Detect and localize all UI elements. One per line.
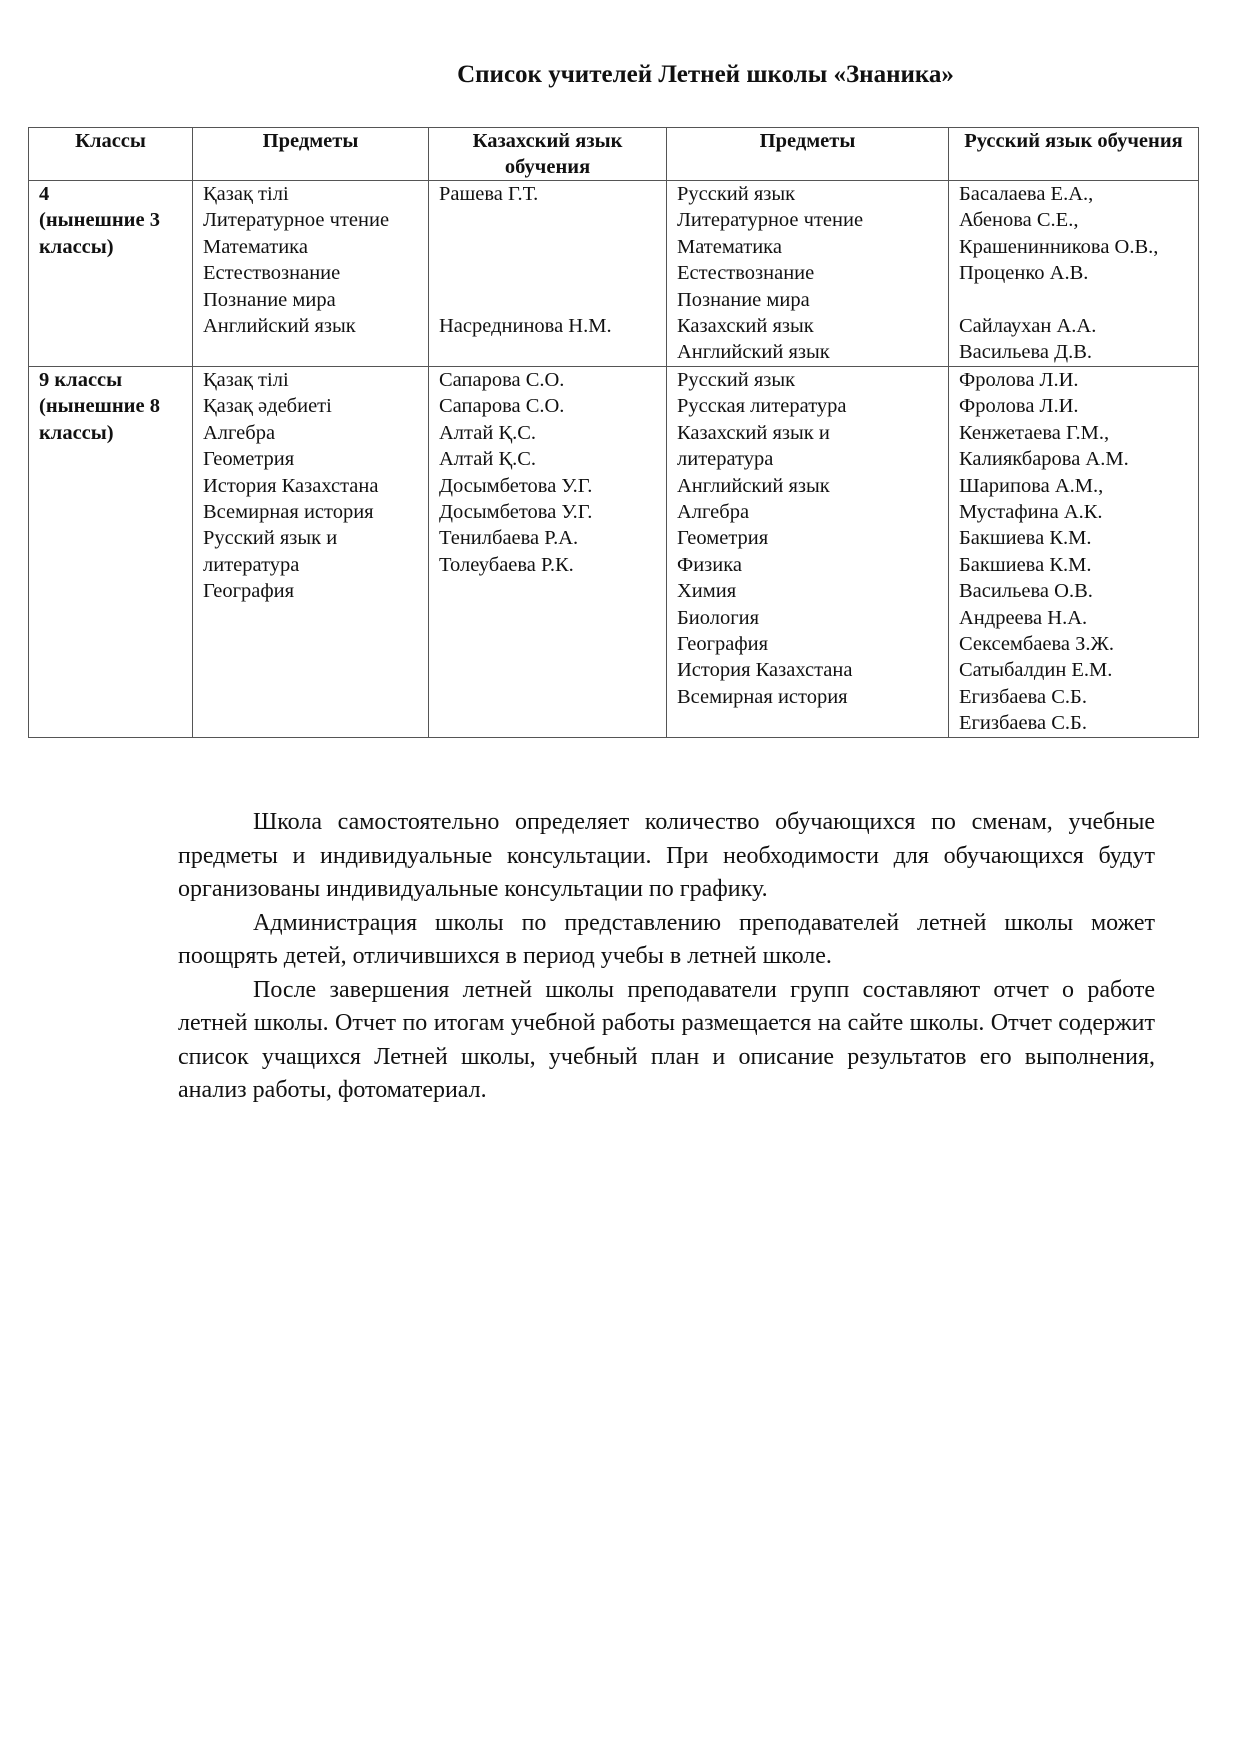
- cell-line: [439, 287, 656, 313]
- cell-line: Андреева Н.А.: [959, 606, 1088, 629]
- kz-teachers-cell: [429, 181, 667, 367]
- cell-line: Фролова Л.И.: [959, 369, 1079, 391]
- cell-line: Сайлаухан А.А.: [959, 315, 1097, 338]
- cell-line: Математика: [203, 235, 308, 258]
- cell-line: Досымбетова У.Г.: [439, 501, 593, 524]
- cell-line: [439, 234, 656, 260]
- cell-line: Басалаева Е.А.,: [959, 183, 1094, 205]
- header-russian-instruction: Русский язык обучения: [949, 128, 1199, 181]
- paragraph-report: После завершения летней школы преподаватели групп составляют отчет о работе летней школы. Отчет по итогам учебной работы размещается на сайте школы. Отчет содержит список учащихся Летней школы, учебный план и описание результатов его выполнения, анализ работы, фотоматериал.: [178, 976, 1155, 1103]
- cell-line: Английский язык: [677, 474, 830, 497]
- table-row: [29, 181, 1199, 367]
- cell-line: Калиякбарова А.М.: [959, 448, 1129, 471]
- cell-line: Английский язык: [203, 315, 356, 338]
- cell-line: Проценко А.В.: [959, 262, 1089, 285]
- cell-line: Казахский язык: [677, 315, 814, 338]
- cell-line: Васильева О.В.: [959, 580, 1093, 603]
- cell-line: [439, 260, 656, 286]
- body-text: [178, 806, 1155, 1108]
- cell-line: Егизбаева С.Б.: [959, 712, 1087, 735]
- cell-line: Русская литература: [677, 395, 847, 418]
- cell-line: Шарипова А.М.,: [959, 474, 1104, 497]
- cell-line: География: [677, 633, 769, 656]
- cell-line: Литературное чтение: [677, 209, 864, 232]
- cell-line: Алтай Қ.С.: [439, 448, 537, 471]
- cell-line: Геометрия: [677, 527, 769, 550]
- cell-line: Математика: [677, 235, 782, 258]
- cell-line: Алгебра: [677, 501, 750, 524]
- cell-line: Қазақ тілі: [203, 183, 289, 205]
- cell-line: (нынешние 8: [39, 395, 160, 418]
- cell-line: [959, 287, 1188, 313]
- cell-line: Қазақ әдебиеті: [203, 395, 332, 418]
- cell-line: 4: [39, 183, 50, 205]
- cell-line: География: [203, 580, 295, 603]
- cell-line: Егизбаева С.Б.: [959, 685, 1087, 708]
- kz-subjects-cell: [193, 367, 429, 738]
- cell-line: Биология: [677, 606, 760, 629]
- ru-teachers-cell: [949, 181, 1199, 367]
- cell-line: Бакшиева К.М.: [959, 527, 1092, 550]
- header-grades: Классы: [29, 128, 193, 181]
- cell-line: История Казахстана: [203, 474, 379, 497]
- page-title: Список учителей Летней школы «Знаника»: [457, 61, 954, 88]
- cell-line: Английский язык: [677, 341, 830, 364]
- paragraph-shifts: Школа самостоятельно определяет количество обучающихся по сменам, учебные предметы и индивидуальные консультации. При необходимости для обучающихся будут организованы индивидуальные консультации по графику.: [178, 809, 1155, 902]
- cell-line: Всемирная история: [677, 685, 848, 708]
- ru-subjects-cell: [667, 181, 949, 367]
- cell-line: Қазақ тілі: [203, 369, 289, 391]
- cell-line: Тенилбаева Р.А.: [439, 527, 579, 550]
- cell-line: Насреднинова Н.М.: [439, 314, 612, 337]
- kz-subjects-cell: [193, 181, 429, 367]
- cell-line: 9 классы: [39, 369, 123, 391]
- cell-line: Алтай Қ.С.: [439, 421, 537, 444]
- cell-line: Русский язык: [677, 369, 796, 391]
- cell-line: Толеубаева Р.К.: [439, 553, 574, 576]
- cell-line: Химия: [677, 580, 737, 603]
- cell-line: Мустафина А.К.: [959, 501, 1103, 524]
- cell-line: Всемирная история: [203, 501, 374, 524]
- cell-line: классы): [39, 235, 114, 258]
- ru-subjects-cell: [667, 367, 949, 738]
- cell-line: Познание мира: [203, 288, 336, 311]
- cell-line: Физика: [677, 553, 742, 576]
- cell-line: Русский язык и: [203, 527, 338, 550]
- header-subjects-ru: Предметы: [667, 128, 949, 181]
- teachers-table: [28, 127, 1199, 738]
- cell-line: (нынешние 3: [39, 209, 160, 232]
- cell-line: Абенова С.Е.,: [959, 209, 1079, 232]
- cell-line: Алгебра: [203, 421, 276, 444]
- grade-cell: [29, 367, 193, 738]
- cell-line: Фролова Л.И.: [959, 395, 1079, 418]
- kz-teachers-cell: [429, 367, 667, 738]
- header-subjects-kz: Предметы: [193, 128, 429, 181]
- cell-line: Крашенинникова О.В.,: [959, 235, 1159, 258]
- grade-cell: [29, 181, 193, 367]
- cell-line: Познание мира: [677, 288, 810, 311]
- cell-line: История Казахстана: [677, 659, 853, 682]
- cell-line: Сексембаева З.Ж.: [959, 633, 1115, 656]
- cell-line: Рашева Г.Т.: [439, 183, 539, 205]
- cell-line: Литературное чтение: [203, 209, 390, 232]
- cell-line: Казахский язык и: [677, 421, 830, 444]
- cell-line: Сапарова С.О.: [439, 395, 565, 418]
- header-kazakh-instruction: Казахский язык обучения: [429, 128, 667, 181]
- cell-line: Досымбетова У.Г.: [439, 474, 593, 497]
- ru-teachers-cell: [949, 367, 1199, 738]
- cell-line: Кенжетаева Г.М.,: [959, 421, 1110, 444]
- paragraph-encouragement: Администрация школы по представлению преподавателей летней школы может поощрять детей, отличившихся в период учебы в летней школе.: [178, 909, 1155, 969]
- table-header-row: [29, 128, 1199, 181]
- cell-line: Бакшиева К.М.: [959, 553, 1092, 576]
- cell-line: Русский язык: [677, 183, 796, 205]
- cell-line: литература: [203, 553, 300, 576]
- table-row: [29, 367, 1199, 738]
- cell-line: литература: [677, 448, 774, 471]
- cell-line: Сапарова С.О.: [439, 369, 565, 391]
- cell-line: Васильева Д.В.: [959, 341, 1093, 364]
- cell-line: Естествознание: [677, 262, 815, 285]
- cell-line: [439, 207, 656, 233]
- cell-line: Геометрия: [203, 448, 295, 471]
- cell-line: Естествознание: [203, 262, 341, 285]
- cell-line: классы): [39, 421, 114, 444]
- cell-line: Сатыбалдин Е.М.: [959, 659, 1113, 682]
